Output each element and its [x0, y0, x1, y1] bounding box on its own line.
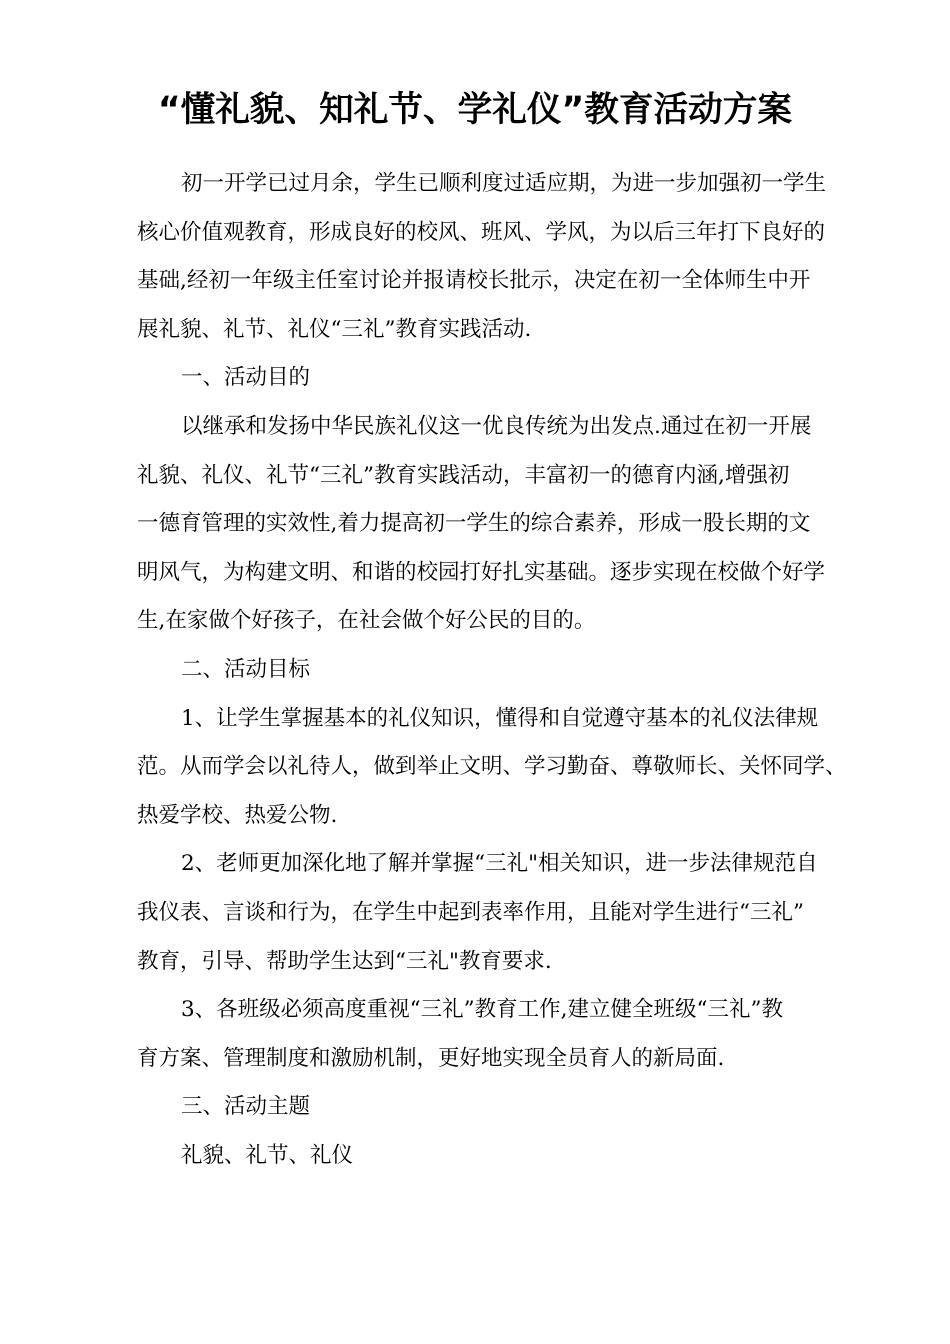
paragraph-line: 基础,经初一年级主任室讨论并报请校长批示，决定在初一全体师生中开	[137, 268, 811, 294]
paragraph-line: 一、活动目的	[181, 365, 311, 391]
paragraph-line: 热爱学校、热爱公物.	[137, 802, 338, 828]
paragraph-line: 生,在家做个好孩子，在社会做个好公民的目的。	[137, 608, 596, 634]
paragraph-line: 一德育管理的实效性,着力提高初一学生的综合素养，形成一股长期的文	[137, 511, 811, 537]
paragraph-line: 2、老师更加深化地了解并掌握“三礼"相关知识，进一步法律规范自	[181, 851, 818, 877]
paragraph-line: 1、让学生掌握基本的礼仪知识，懂得和自觉遵守基本的礼仪法律规	[181, 705, 819, 731]
paragraph-line: 三、活动主题	[181, 1094, 311, 1120]
paragraph-line: 初一开学已过月余，学生已顺利度过适应期，为进一步加强初一学生	[181, 171, 827, 196]
document-title: “懂礼貌、知礼节、学礼仪”教育活动方案	[157, 90, 793, 130]
paragraph-line: 育方案、管理制度和激励机制，更好地实现全员育人的新局面.	[137, 1045, 725, 1071]
paragraph-line: 二、活动目标	[181, 656, 311, 682]
paragraph-line: 范。从而学会以礼待人，做到举止文明、学习勤奋、尊敬师长、关怀同学、	[137, 754, 847, 780]
paragraph-line: 教育，引导、帮助学生达到“三礼"教育要求.	[137, 948, 552, 974]
paragraph-line: 展礼貌、礼节、礼仪“三礼”教育实践活动.	[137, 316, 532, 342]
paragraph-line: 核心价值观教育，形成良好的校风、班风、学风，为以后三年打下良好的	[137, 219, 826, 245]
document-body	[137, 160, 857, 1180]
paragraph-line: 我仪表、言谈和行为，在学生中起到表率作用，且能对学生进行“三礼”	[137, 899, 804, 925]
paragraph-line: 明风气，为构建文明、和谐的校园打好扎实基础。逐步实现在校做个好学	[137, 559, 826, 585]
paragraph-line: 礼貌、礼仪、礼节“三礼”教育实践活动，丰富初一的德育内涵,增强初	[137, 462, 790, 488]
paragraph-line: 以继承和发扬中华民族礼仪这一优良传统为出发点.通过在初一开展	[181, 413, 812, 439]
paragraph-line: 礼貌、礼节、礼仪	[181, 1142, 354, 1168]
paragraph-line: 3、各班级必须高度重视“三礼”教育工作,建立健全班级“三礼”教	[181, 997, 783, 1023]
